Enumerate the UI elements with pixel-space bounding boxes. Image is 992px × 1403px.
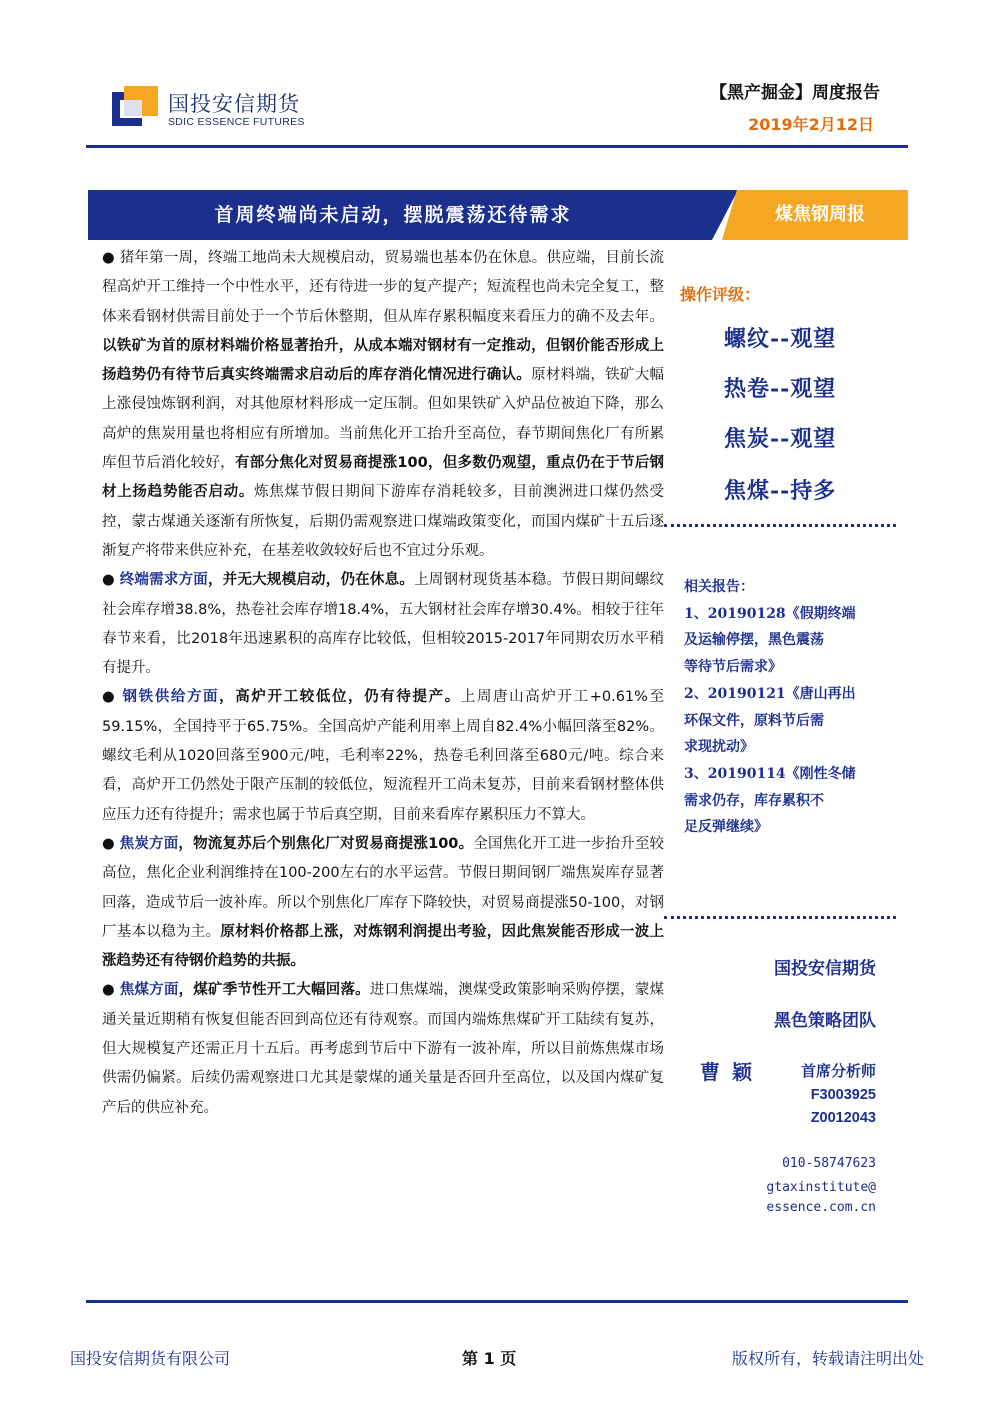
bullet: ● [102, 689, 117, 706]
demand-text: 上周钢材现货基本稳。节假日期间螺纹社会库存增38.8%，热卷社会库存增18.4%，五大钢材社会库存增30.4%。相较于往年春节来看，比2018年迅速累积的高库存比较低，但相较2015-2017年同期农历水平稍有提升。 [102, 572, 665, 677]
related-report-item[interactable]: 1、20190128《假期终端 及运输停摆，黑色震荡 等待节后需求》 [684, 605, 856, 676]
coking-coal-bold: ，煤矿季节性开工大幅回落。 [178, 982, 370, 999]
related-report-item[interactable]: 3、20190114《刚性冬储 需求仍存，库存累积不 足反弹继续》 [684, 765, 856, 836]
summary-text-3: 炼焦煤节假日期间下游库存消耗较多，目前澳洲进口煤仍然受控，蒙古煤通关逐渐有所恢复，后期仍需观察进口煤端政策变化，而国内煤矿十五后逐渐复产将带来供应补充，在基差收敛较好后也不宜过分乐观。 [102, 484, 665, 559]
supply-bold: ，高炉开工较低位，仍有待提产。 [219, 689, 461, 706]
analyst-name: 曹颖 [700, 1060, 764, 1084]
email-line[interactable]: essence.com.cn [766, 1200, 876, 1215]
team-name: 黑色策略团队 [774, 1011, 876, 1031]
supply-text: 上周唐山高炉开工+0.61%至59.15%，全国持平于65.75%。全国高炉产能利用率上周自82.4%小幅回落至82%。螺纹毛利从1020回落至900元/吨，毛利率22%，热卷毛利回落至680元/吨。综合来看，高炉开工仍然处于限产压制的较低位，短流程开工尚未复苏，目前来看钢材整体供应压力还有待提升；需求也属于节后真空期，目前来看库存累积压力不算大。 [102, 689, 665, 823]
rating-label: 操作评级： [680, 285, 761, 304]
topic-coking-coal: 焦煤方面 [119, 982, 179, 999]
license-number: Z0012043 [810, 1110, 876, 1126]
footer-divider [86, 1300, 908, 1303]
demand-bold: ，并无大规模启动，仍在休息。 [208, 572, 415, 589]
phone-number: 010-58747623 [782, 1156, 876, 1171]
header-divider [86, 145, 908, 148]
paragraph-supply [102, 683, 664, 829]
coking-coal-text: 进口焦煤端，澳煤受政策影响采购停摆，蒙煤通关量近期稍有恢复但能否回到高位还有待观察。而国内端炼焦煤矿开工陆续有复苏，但大规模复产还需正月十五后。再考虑到节后中下游有一波补库，所以目前炼焦煤市场供需仍偏紧。后续仍需观察进口尤其是蒙煤的通关量是否回升至高位，以及国内煤矿复产后的供应补充。 [102, 982, 665, 1116]
rating-coke: 焦炭--观望 [724, 426, 837, 452]
report-title: 首周终端尚未启动，摆脱震荡还待需求 [214, 204, 572, 226]
page-number: 第 1 页 [462, 1349, 517, 1368]
logo-mark [112, 86, 160, 130]
paragraph-summary [102, 244, 664, 566]
rating-rebar: 螺纹--观望 [724, 326, 837, 352]
coke-bold-2: 原材料价格都上涨，对炼钢利润提出考验，因此焦炭能否形成一波上涨趋势还有待钢价趋势的共振。 [102, 923, 665, 970]
related-title: 相关报告： [684, 579, 754, 595]
license-number: F3003925 [810, 1087, 876, 1103]
logo-text-cn: 国投安信期货 [168, 92, 300, 116]
copyright-notice: 版权所有，转载请注明出处 [731, 1349, 924, 1368]
summary-text-1: ● 猪年第一周，终端工地尚未大规模启动，贸易端也基本仍在休息。供应端，目前长流程高炉开工维持一个中性水平，还有待进一步的复产提产；短流程也尚未完全复工，整体来看钢材供需目前处于一个节后休整期，但从库存累积幅度来看压力的确不及去年。 [102, 250, 664, 325]
summary-bold-1: 以铁矿为首的原材料端价格显著抬升，从成本端对钢材有一定推动，但钢价能否形成上扬趋势仍有待节后真实终端需求启动后的库存消化情况进行确认。 [102, 337, 664, 384]
coke-text: 全国焦化开工进一步抬升至较高位，焦化企业利润维持在100-200左右的水平运营。节假日期间钢厂端焦炭库存显著回落，造成节后一波补库。所以个别焦化厂库存下降较快，对贸易商提涨50-100，对钢厂基本以稳为主。 [102, 835, 665, 940]
logo-text-en: SDIC ESSENCE FUTURES [168, 116, 305, 128]
sidebar-divider [664, 916, 896, 919]
main-content [102, 244, 664, 1123]
sidebar-divider [664, 524, 896, 527]
related-reports [684, 574, 896, 841]
topic-supply: 钢铁供给方面 [122, 689, 220, 706]
rating-hot-coil: 热卷--观望 [724, 376, 837, 402]
coke-bold: ，物流复苏后个别焦化厂对贸易商提涨100。 [178, 835, 474, 852]
topic-coke: 焦炭方面 [119, 835, 179, 852]
email-line[interactable]: gtaxinstitute@ [766, 1180, 876, 1195]
bullet: ● [102, 835, 115, 852]
bullet: ● [102, 982, 115, 999]
summary-text-2: 原材料端，铁矿大幅上涨侵蚀炼钢利润，对其他原材料形成一定压制。但如果铁矿入炉品位被迫下降，那么高炉的焦炭用量也将相应有所增加。当前焦化开工抬升至高位，春节期间焦化厂有所累库但节后消化较好， [102, 367, 665, 472]
paragraph-coke [102, 830, 664, 976]
report-date: 2019年2月12日 [748, 115, 874, 134]
report-type: 【黑产掘金】周度报告 [710, 83, 880, 103]
category-tag-label: 煤焦钢周报 [775, 204, 865, 225]
paragraph-coking-coal [102, 976, 664, 1122]
summary-bold-2: 有部分焦化对贸易商提涨100，但多数仍观望，重点仍在于节后钢材上扬趋势能否启动。 [102, 455, 665, 501]
analyst-title: 首席分析师 [800, 1062, 876, 1080]
bullet: ● [102, 572, 115, 589]
company-name: 国投安信期货 [774, 959, 876, 979]
paragraph-demand [102, 566, 664, 683]
topic-demand: 终端需求方面 [119, 572, 209, 589]
footer-company: 国投安信期货有限公司 [70, 1349, 231, 1368]
rating-coking-coal: 焦煤--持多 [724, 478, 837, 504]
related-report-item[interactable]: 2、20190121《唐山再出 环保文件，原料节后需 求现扰动》 [684, 685, 856, 756]
